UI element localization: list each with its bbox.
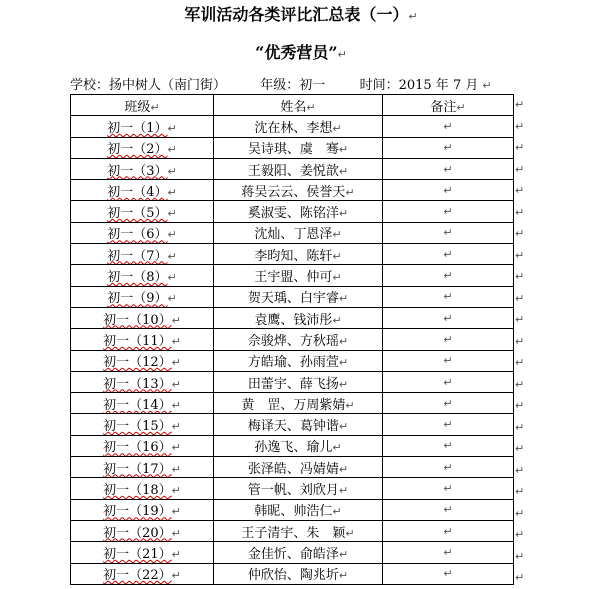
- class-cell: 初一（7）↵: [71, 244, 214, 265]
- table-row: [71, 457, 514, 478]
- names-cell: 蒋吴云云、侯誉天↵: [214, 180, 383, 201]
- class-cell: 初一（5）↵: [71, 201, 214, 222]
- table-row: [71, 286, 514, 307]
- note-cell: ↵: [383, 201, 514, 222]
- note-cell: ↵: [383, 329, 514, 350]
- class-cell: 初一（15）↵: [71, 414, 214, 435]
- class-cell: 初一（1）↵: [71, 116, 214, 137]
- note-cell: ↵: [383, 265, 514, 286]
- row-end-mark-icon: ↵: [515, 506, 525, 520]
- row-end-mark-icon: ↵: [515, 571, 525, 584]
- subtitle-text: “优秀营员”: [255, 43, 338, 62]
- meta-line: [70, 74, 496, 93]
- table-row: [71, 563, 514, 584]
- row-end-mark-icon: ↵: [515, 356, 525, 369]
- note-cell: ↵: [383, 457, 514, 478]
- note-cell: ↵: [383, 414, 514, 435]
- table-row: [71, 393, 514, 414]
- header-class: 班级↵: [71, 95, 214, 116]
- table-header-row: [71, 95, 514, 116]
- note-cell: ↵: [383, 350, 514, 371]
- table-row: [71, 435, 514, 456]
- names-cell: 袁鹰、钱沛彤↵: [214, 307, 383, 328]
- note-cell: ↵: [383, 307, 514, 328]
- note-cell: ↵: [383, 499, 514, 520]
- note-cell: ↵: [383, 563, 514, 584]
- class-cell: 初一（21）↵: [71, 542, 214, 563]
- row-end-mark-icon: ↵: [515, 227, 525, 240]
- table-row: [71, 244, 514, 265]
- table-row: [71, 158, 514, 179]
- names-cell: 黄 罡、万周紫婧↵: [214, 393, 383, 414]
- row-end-mark-icon: ↵: [515, 442, 525, 455]
- row-end-mark-icon: ↵: [515, 119, 525, 133]
- class-cell: 初一（11）↵: [71, 329, 214, 350]
- table-row: [71, 329, 514, 350]
- names-cell: 梅译天、葛钟谐↵: [214, 414, 383, 435]
- names-cell: 奚淑雯、陈铭洋↵: [214, 201, 383, 222]
- title-text: 军训活动各类评比汇总表（一）: [184, 5, 409, 24]
- note-cell: ↵: [383, 478, 514, 499]
- names-cell: 孙逸飞、瑜儿↵: [214, 435, 383, 456]
- class-cell: 初一（9）↵: [71, 286, 214, 307]
- class-cell: 初一（17）↵: [71, 457, 214, 478]
- table-row: [71, 116, 514, 137]
- document-subtitle: [0, 40, 602, 63]
- document-title: [0, 2, 602, 25]
- row-end-mark-icon: ↵: [515, 270, 525, 283]
- row-end-mark-icon: ↵: [515, 205, 525, 219]
- names-cell: 田蕾宇、薛飞扬↵: [214, 371, 383, 392]
- names-cell: 方皓瑜、孙雨萱↵: [214, 350, 383, 371]
- table-row: [71, 414, 514, 435]
- names-cell: 沈在林、李想↵: [214, 116, 383, 137]
- names-cell: 王宇盟、仲可↵: [214, 265, 383, 286]
- table-body: [71, 116, 514, 585]
- names-cell: 王毅阳、姜悦歆↵: [214, 158, 383, 179]
- row-end-mark-icon: ↵: [515, 420, 525, 434]
- note-cell: ↵: [383, 371, 514, 392]
- note-cell: ↵: [383, 116, 514, 137]
- class-cell: 初一（22）↵: [71, 563, 214, 584]
- honor-table: [70, 94, 514, 585]
- table-row: [71, 520, 514, 541]
- names-cell: 金佳忻、俞皓泽↵: [214, 542, 383, 563]
- row-end-mark-icon: ↵: [515, 399, 525, 412]
- note-cell: ↵: [383, 222, 514, 243]
- row-end-mark-icon: ↵: [515, 313, 525, 326]
- names-cell: 吴诗琪、虞 骞↵: [214, 137, 383, 158]
- row-end-mark-icon: ↵: [515, 248, 525, 262]
- note-cell: ↵: [383, 542, 514, 563]
- paragraph-mark-icon: ↵: [482, 79, 492, 92]
- table-row: [71, 180, 514, 201]
- row-end-mark-icon: ↵: [515, 528, 525, 541]
- table-row: [71, 542, 514, 563]
- names-cell: 王子清宇、朱 颖↵: [214, 520, 383, 541]
- note-cell: ↵: [383, 520, 514, 541]
- school-label: 学校：扬中树人（南门街）: [70, 78, 227, 93]
- table-row: [71, 499, 514, 520]
- names-cell: 佘骏烨、方秋瑶↵: [214, 329, 383, 350]
- note-cell: ↵: [383, 393, 514, 414]
- note-cell: ↵: [383, 244, 514, 265]
- row-end-mark-icon: ↵: [515, 291, 525, 305]
- row-end-mark-icon: ↵: [515, 334, 525, 348]
- names-cell: 张泽皓、冯婧婧↵: [214, 457, 383, 478]
- row-end-mark-icon: ↵: [515, 485, 525, 498]
- names-cell: 仲欣怡、陶兆圻↵: [214, 563, 383, 584]
- table-row: [71, 371, 514, 392]
- table-row: [71, 350, 514, 371]
- class-cell: 初一（2）↵: [71, 137, 214, 158]
- names-cell: 沈灿、丁恩泽↵: [214, 222, 383, 243]
- class-cell: 初一（13）↵: [71, 371, 214, 392]
- class-cell: 初一（10）↵: [71, 307, 214, 328]
- row-end-mark-icon: ↵: [515, 463, 525, 477]
- paragraph-mark-icon: ↵: [408, 10, 418, 23]
- time-label: 时间：2015 年 7 月: [359, 78, 479, 93]
- class-cell: 初一（6）↵: [71, 222, 214, 243]
- class-cell: 初一（18）↵: [71, 478, 214, 499]
- row-end-mark-icon: ↵: [515, 184, 525, 197]
- class-cell: 初一（4）↵: [71, 180, 214, 201]
- note-cell: ↵: [383, 158, 514, 179]
- table-row: [71, 265, 514, 286]
- table-row: [71, 201, 514, 222]
- class-cell: 初一（8）↵: [71, 265, 214, 286]
- table-row: [71, 478, 514, 499]
- class-cell: 初一（19）↵: [71, 499, 214, 520]
- names-cell: 贺天瑀、白宇睿↵: [214, 286, 383, 307]
- class-cell: 初一（12）↵: [71, 350, 214, 371]
- names-cell: 韩昵、帅浩仁↵: [214, 499, 383, 520]
- table-row: [71, 137, 514, 158]
- paragraph-mark-icon: ↵: [337, 48, 347, 61]
- row-end-mark-icon: ↵: [515, 141, 525, 154]
- note-cell: ↵: [383, 180, 514, 201]
- note-cell: ↵: [383, 137, 514, 158]
- row-end-mark-icon: ↵: [515, 98, 525, 111]
- header-note: 备注↵: [383, 95, 514, 116]
- class-cell: 初一（20）↵: [71, 520, 214, 541]
- names-cell: 管一帆、刘欣月↵: [214, 478, 383, 499]
- row-end-mark-icon: ↵: [515, 162, 525, 176]
- table-row: [71, 307, 514, 328]
- note-cell: ↵: [383, 435, 514, 456]
- class-cell: 初一（16）↵: [71, 435, 214, 456]
- table-row: [71, 222, 514, 243]
- class-cell: 初一（3）↵: [71, 158, 214, 179]
- names-cell: 李昀知、陈轩↵: [214, 244, 383, 265]
- header-name: 姓名↵: [214, 95, 383, 116]
- row-end-mark-icon: ↵: [515, 549, 525, 563]
- grade-label: 年级：初一: [260, 78, 326, 93]
- class-cell: 初一（14）↵: [71, 393, 214, 414]
- row-end-mark-icon: ↵: [515, 377, 525, 391]
- note-cell: ↵: [383, 286, 514, 307]
